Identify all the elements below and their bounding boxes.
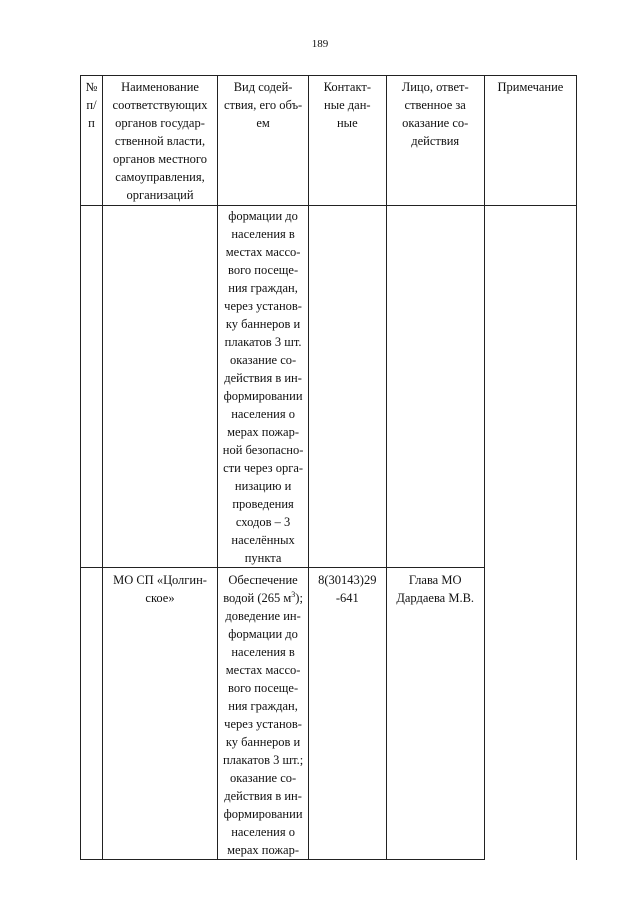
text-line: местах массо- [225,663,301,677]
text-line: сти через орга- [223,461,304,475]
row1-responsible [386,206,484,568]
text-line: МО СП «Цолгин- [113,573,207,587]
row1-organization [102,206,217,568]
action-volume-line: водой (265 $м^3$); [223,589,303,605]
text-line: оказание со- [229,353,297,367]
text-line: местах массо- [225,245,301,259]
text-line: плакатов 3 шт. [224,335,302,349]
text-line: формировании [223,389,303,403]
text-line: ем [256,116,270,130]
text-line: действия в ин- [224,371,302,385]
text-line: организаций [126,188,194,202]
row2-contacts [309,568,386,860]
text-line: органов государ- [115,116,205,130]
text-line: ные [336,116,358,130]
text-line: ствия, его объ- [223,98,303,112]
text-line: населения в [231,227,295,241]
text-line: вого посеще- [228,681,299,695]
text-line: п/ [86,98,97,112]
text-line: ния граждан, [228,281,298,295]
text-line: вого посеще- [228,263,299,277]
text-line: 8(30143)29 [318,573,377,587]
text-line: проведения [232,497,294,511]
header-contacts [309,76,386,206]
header-action [218,76,309,206]
header-number [81,76,103,206]
text-line: самоуправления, [115,170,205,184]
text-line: населения о [231,825,295,839]
text-line: п [88,116,95,130]
text-line: ные дан- [324,98,371,112]
text-line: сходов – 3 [235,515,291,529]
text-line: Наименование [121,80,199,94]
text-line: ку баннеров и [225,735,301,749]
text-line: ния граждан, [228,699,298,713]
text-line: низацию и [234,479,292,493]
row1-contacts [309,206,386,568]
text-line: ной безопасно- [222,443,304,457]
text-line: через установ- [224,299,302,313]
text-line: Лицо, ответ- [401,80,469,94]
assistance-table [80,75,577,860]
text-line: Глава МО [408,573,462,587]
row1-action [218,206,309,568]
row2-number [81,568,103,860]
page-number: 189 [311,38,329,50]
row-note [484,206,576,860]
row2-action [218,568,309,860]
text-line: Вид содей- [233,80,293,94]
header-responsible [386,76,484,206]
text-line: пункта [244,551,282,565]
text-line: формировании [223,807,303,821]
text-line: Контакт- [323,80,371,94]
text-line: ственной власти, [114,134,206,148]
text-line: действия [411,134,460,148]
text-line: Примечание [497,80,564,94]
text-line: населения о [231,407,295,421]
text-line: населения в [231,645,295,659]
table-header-row [81,76,577,206]
row2-responsible [386,568,484,860]
text-line: мерах пожар- [227,843,299,857]
text-line: мерах пожар- [227,425,299,439]
text-line: оказание со- [229,771,297,785]
text-line: формации до [228,627,298,641]
text-line: органов местного [113,152,207,166]
text-line: действия в ин- [224,789,302,803]
row1-number [81,206,103,568]
text-line: № [85,80,98,94]
text-line: ственное за [404,98,466,112]
text-line: соответствующих [112,98,208,112]
text-line: через установ- [224,717,302,731]
text-line: -641 [335,591,359,605]
text-line: плакатов 3 шт.; [222,753,304,767]
text-line: оказание со- [402,116,469,130]
header-organization [102,76,217,206]
action-first-line: Обеспечение [228,573,298,587]
row2-organization [102,568,217,860]
header-note [484,76,576,206]
text-line: ку баннеров и [225,317,301,331]
text-line: ское» [145,591,175,605]
text-line: населённых [231,533,295,547]
text-line: Дардаева М.В. [396,591,475,605]
table-row [81,206,577,568]
text-line: формации до [228,209,298,223]
text-line: доведение ин- [225,609,301,623]
